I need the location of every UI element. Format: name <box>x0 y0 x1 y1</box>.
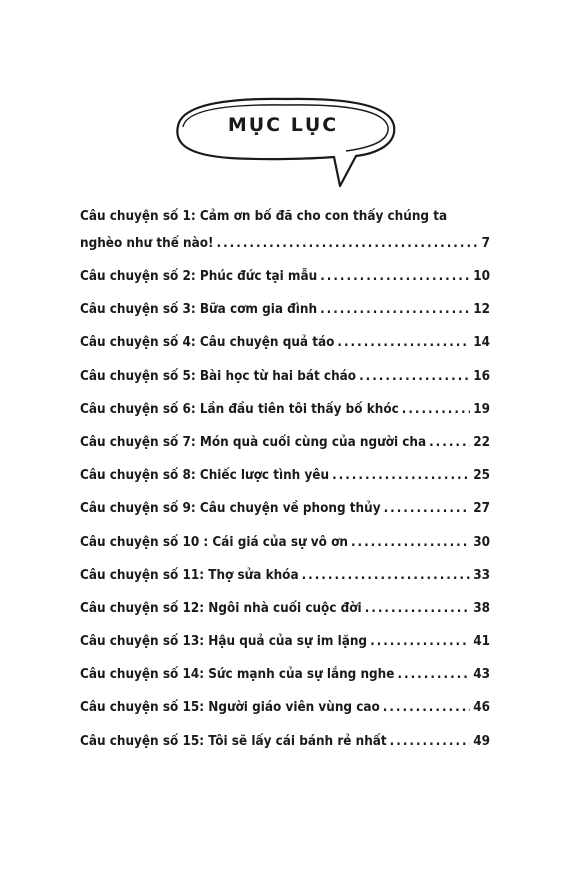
toc-entry[interactable] <box>80 364 490 397</box>
toc-page-number: 22 <box>473 434 490 450</box>
toc-entry[interactable] <box>80 330 490 363</box>
toc-page-number: 27 <box>473 501 490 517</box>
toc-entry-label: Câu chuyện số 9: Câu chuyện về phong thủy <box>80 501 381 517</box>
table-of-contents <box>80 205 490 762</box>
toc-page-number: 7 <box>481 236 490 251</box>
toc-entry-label: Câu chuyện số 3: Bữa cơm gia đình <box>80 302 318 318</box>
toc-entry[interactable] <box>80 463 490 496</box>
toc-entry[interactable] <box>80 563 490 596</box>
toc-entry-label: Câu chuyện số 10 : Cái giá của sự vô ơn <box>80 534 348 550</box>
toc-entry-label: Câu chuyện số 2: Phúc đức tại mẫu <box>80 269 318 284</box>
toc-entry-label: Câu chuyện số 1: Cảm ơn bố đã cho con thấy chúng ta <box>80 209 448 224</box>
toc-entry[interactable] <box>80 264 490 297</box>
dot-leader <box>320 297 470 323</box>
toc-entry[interactable] <box>80 530 490 563</box>
toc-entry-label: Câu chuyện số 13: Hậu quả của sự im lặng <box>80 634 368 650</box>
toc-page-number: 14 <box>473 335 490 351</box>
toc-entry-label: Câu chuyện số 8: Chiếc lược tình yêu <box>80 468 330 484</box>
toc-page-number: 41 <box>473 634 490 650</box>
toc-page-number: 25 <box>473 468 490 484</box>
toc-entry-label: Câu chuyện số 4: Câu chuyện quả táo <box>80 335 335 351</box>
toc-entry[interactable] <box>80 430 490 463</box>
toc-entry[interactable] <box>80 596 490 629</box>
toc-entry-label: Câu chuyện số 5: Bài học từ hai bát cháo <box>80 368 357 384</box>
toc-entry-label: Câu chuyện số 14: Sức mạnh của sự lắng nghe <box>80 667 395 683</box>
dot-leader <box>370 629 470 655</box>
dot-leader <box>359 364 470 390</box>
toc-page-number: 16 <box>473 368 490 384</box>
toc-entry[interactable] <box>80 496 490 529</box>
toc-page-number: 19 <box>473 401 490 417</box>
toc-entry-label: Câu chuyện số 7: Món quà cuối cùng của người cha <box>80 434 427 450</box>
speech-bubble-icon <box>168 96 408 188</box>
dot-leader <box>217 231 479 257</box>
page-title: MỤC LỤC <box>227 114 339 136</box>
toc-entry[interactable] <box>80 205 490 264</box>
dot-leader <box>320 264 470 290</box>
dot-leader <box>351 530 470 556</box>
toc-page-number: 43 <box>473 667 490 683</box>
dot-leader <box>402 397 470 423</box>
toc-entry[interactable] <box>80 729 490 762</box>
toc-page-number: 49 <box>473 733 490 749</box>
toc-page-number: 33 <box>473 567 490 583</box>
toc-page-number: 46 <box>473 700 490 716</box>
toc-page-number: 30 <box>473 534 490 550</box>
toc-entry-label: Câu chuyện số 6: Lần đầu tiên tôi thấy bố khóc <box>80 401 399 417</box>
dot-leader <box>332 463 470 489</box>
dot-leader <box>383 695 470 721</box>
toc-entry-label: Câu chuyện số 11: Thợ sửa khóa <box>80 567 299 583</box>
dot-leader <box>429 430 470 456</box>
toc-page-number: 10 <box>473 269 490 284</box>
dot-leader <box>390 729 471 755</box>
dot-leader <box>302 563 471 589</box>
toc-entry[interactable] <box>80 297 490 330</box>
toc-page-number: 12 <box>473 302 490 318</box>
toc-entry[interactable] <box>80 695 490 728</box>
toc-entry-label: nghèo như thế nào! <box>80 236 214 251</box>
dot-leader <box>397 662 470 688</box>
title-speech-bubble <box>168 96 408 188</box>
toc-entry[interactable] <box>80 662 490 695</box>
toc-entry[interactable] <box>80 629 490 662</box>
dot-leader <box>365 596 471 622</box>
dot-leader <box>337 330 470 356</box>
toc-page-number: 38 <box>473 600 490 616</box>
toc-entry[interactable] <box>80 397 490 430</box>
dot-leader <box>384 496 471 522</box>
toc-entry-label: Câu chuyện số 12: Ngôi nhà cuối cuộc đời <box>80 600 362 616</box>
toc-entry-label: Câu chuyện số 15: Tôi sẽ lấy cái bánh rẻ nhất <box>80 733 387 749</box>
toc-entry-label: Câu chuyện số 15: Người giáo viên vùng cao <box>80 700 380 716</box>
